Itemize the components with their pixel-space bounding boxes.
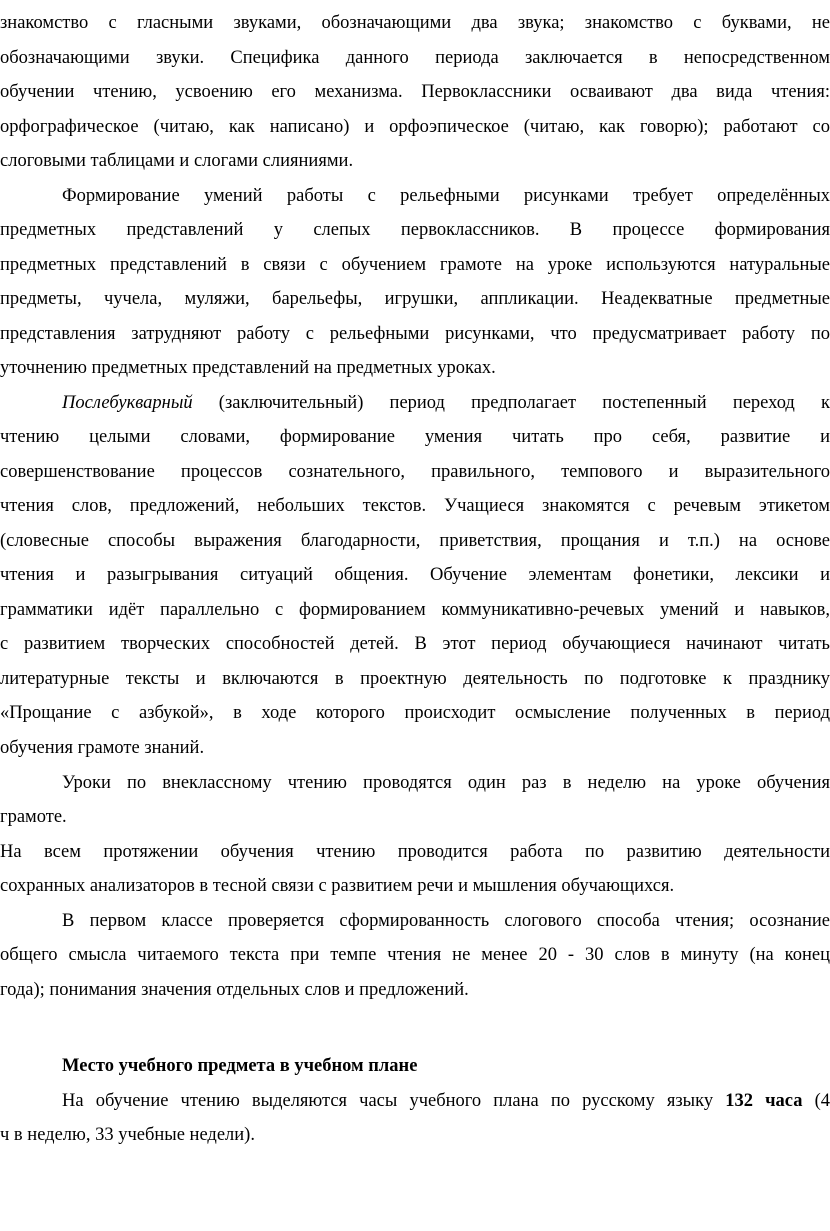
text-line: грамматики идёт параллельно с формированием коммуникативно-речевых умений и навыков,	[0, 600, 830, 620]
text-line: чтению целыми словами, формирование умения читать про себя, развитие и	[0, 427, 830, 447]
text-line: с развитием творческих способностей детей. В этот период обучающиеся начинают читать	[0, 634, 830, 654]
text-line: грамоте.	[0, 807, 67, 827]
text-line: (словесные способы выражения благодарности, приветствия, прощания и т.п.) на основе	[0, 531, 830, 551]
text-line: чтения слов, предложений, небольших текстов. Учащиеся знакомятся с речевым этикетом	[0, 496, 830, 516]
text-line: «Прощание с азбукой», в ходе которого происходит осмысление полученных в период	[0, 703, 830, 723]
text-line	[0, 386, 830, 420]
text-line: предметы, чучела, муляжи, барельефы, игрушки, аппликации. Неадекватные предметные	[0, 289, 830, 309]
text-line: представления затрудняют работу с рельефными рисунками, что предусматривает работу по	[0, 324, 830, 344]
text-line: обучении чтению, усвоению его механизма. Первоклассники осваивают два вида чтения:	[0, 82, 830, 102]
text-line	[0, 1084, 830, 1118]
text-line: чтения и разыгрывания ситуаций общения. Обучение элементам фонетики, лексики и	[0, 565, 830, 585]
text-line: обозначающими звуки. Специфика данного периода заключается в непосредственном	[0, 48, 830, 68]
text-line: орфографическое (читаю, как написано) и орфоэпическое (читаю, как говорю); работают со	[0, 117, 830, 137]
italic-term: Послебукварный	[62, 393, 193, 413]
text-line: общего смысла читаемого текста при темпе чтения не менее 20 - 30 слов в минуту (на конец	[0, 945, 830, 965]
text-line: предметных представлений в связи с обучением грамоте на уроке используются натуральные	[0, 255, 830, 275]
text-line: слоговыми таблицами и слогами слияниями.	[0, 151, 354, 171]
text-line: ч в неделю, 33 учебные недели).	[0, 1125, 255, 1145]
text-line: В первом классе проверяется сформированность слогового способа чтения; осознание	[62, 911, 830, 931]
text-line: сохранных анализаторов в тесной связи с развитием речи и мышления обучающихся.	[0, 876, 675, 896]
text-line: уточнению предметных представлений на предметных уроках.	[0, 358, 496, 378]
text-line: обучения грамоте знаний.	[0, 738, 205, 758]
text-line: литературные тексты и включаются в проектную деятельность по подготовке к празднику	[0, 669, 830, 689]
text-line: совершенствование процессов сознательного, правильного, темпового и выразительного	[0, 462, 830, 482]
text-line: предметных представлений у слепых первоклассников. В процессе формирования	[0, 220, 830, 240]
section-heading: Место учебного предмета в учебном плане	[62, 1056, 418, 1076]
line-rest: (заключительный) период предполагает постепенный переход к	[192, 393, 830, 413]
text-line: Формирование умений работы с рельефными рисунками требует определённых	[62, 186, 830, 206]
text-line: знакомство с гласными звуками, обозначающими два звука; знакомство с буквами, не	[0, 13, 830, 33]
line-text: На обучение чтению выделяются часы учебного плана по русскому языку	[62, 1091, 726, 1111]
hours-value: 132 часа	[725, 1091, 803, 1111]
line-text: (4	[802, 1091, 830, 1111]
text-line: Уроки по внеклассному чтению проводятся один раз в неделю на уроке обучения	[62, 773, 830, 793]
text-line: года); понимания значения отдельных слов и предложений.	[0, 980, 469, 1000]
text-line: На всем протяжении обучения чтению проводится работа по развитию деятельности	[0, 842, 830, 862]
